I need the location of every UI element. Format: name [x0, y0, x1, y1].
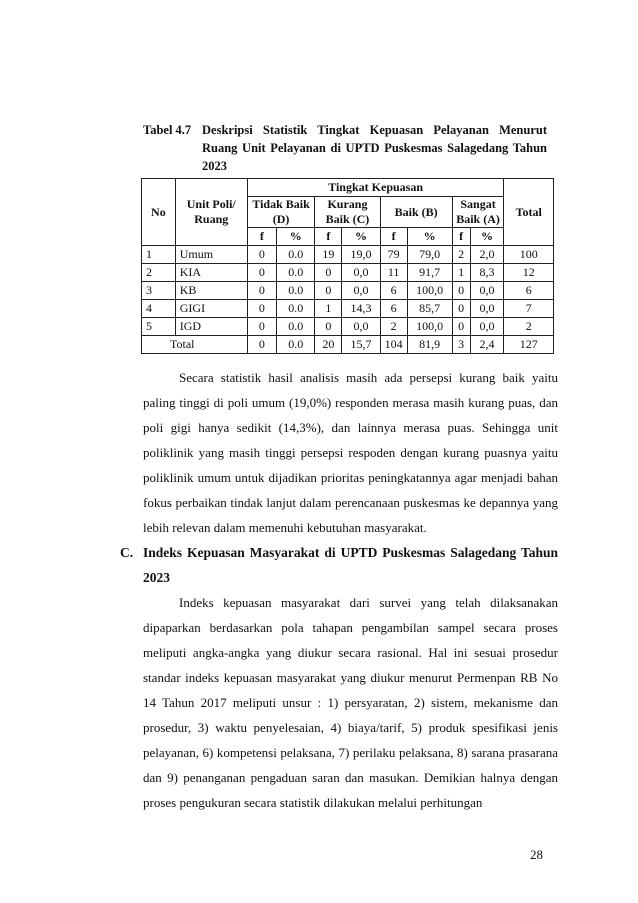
body-paragraph-2 [143, 590, 558, 815]
cell-no: 1 [142, 246, 176, 264]
cell-total: 6 [504, 282, 554, 300]
table-row [142, 246, 554, 264]
cell-a-pct: 2,0 [470, 246, 504, 264]
cell-b-pct: 91,7 [407, 264, 452, 282]
cell-no: 5 [142, 318, 176, 336]
cell-b-f: 104 [380, 336, 407, 354]
header-tingkat-kepuasan: Tingkat Kepuasan [247, 179, 504, 197]
cell-a-pct: 0,0 [470, 282, 504, 300]
cell-a-f: 0 [452, 318, 470, 336]
cell-d-pct: 0.0 [277, 300, 315, 318]
cell-c-f: 0 [315, 282, 342, 300]
section-title: Indeks Kepuasan Masyarakat di UPTD Puskesmas Salagedang Tahun 2023 [143, 545, 558, 585]
cell-total: 7 [504, 300, 554, 318]
table-row [142, 264, 554, 282]
cell-d-f: 0 [247, 318, 276, 336]
satisfaction-table [141, 178, 554, 354]
header-pct: % [470, 228, 504, 246]
section-number: C. [120, 545, 134, 560]
cell-total: 12 [504, 264, 554, 282]
cell-c-f: 19 [315, 246, 342, 264]
table-row [142, 318, 554, 336]
cell-c-pct: 15,7 [342, 336, 380, 354]
header-f: f [247, 228, 276, 246]
cell-a-pct: 2,4 [470, 336, 504, 354]
cell-total-label: Total [142, 336, 248, 354]
cell-no: 2 [142, 264, 176, 282]
cell-a-pct: 8,3 [470, 264, 504, 282]
cell-b-pct: 79,0 [407, 246, 452, 264]
table-total-row [142, 336, 554, 354]
cell-unit: KB [175, 282, 247, 300]
cell-unit: IGD [175, 318, 247, 336]
cell-a-f: 1 [452, 264, 470, 282]
cell-b-pct: 81,9 [407, 336, 452, 354]
cell-a-f: 0 [452, 282, 470, 300]
cell-d-f: 0 [247, 264, 276, 282]
header-f: f [315, 228, 342, 246]
header-sangat-baik: Sangat Baik (A) [452, 197, 504, 228]
table-caption-text: Deskripsi Statistik Tingkat Kepuasan Pelayanan Menurut Ruang Unit Pelayanan di UPTD Puskesmas Salagedang Tahun 2023 [202, 123, 547, 173]
cell-a-f: 3 [452, 336, 470, 354]
cell-no: 4 [142, 300, 176, 318]
cell-d-pct: 0.0 [277, 318, 315, 336]
header-unit: Unit Poli/ Ruang [175, 179, 247, 246]
table-caption-label: Tabel 4.7 [143, 123, 192, 137]
paragraph-text: Secara statistik hasil analisis masih ada persepsi kurang baik yaitu paling tinggi di poli umum (19,0%) responden merasa masih kurang puas, dan poli gigi hanya sedikit (14,3%), dan lainnya merasa puas. Sehingga unit poliklinik yang masih tinggi persepsi respoden dengan kurang puasnya yaitu poliklinik umum untuk dijadikan prioritas peningkatannya agar menjadi bahan fokus perbaikan tindak lanjut dalam perencanaan puskesmas ke depannya yang lebih relevan dalam memenuhi kebutuhan masyarakat. [143, 370, 558, 535]
table-row [142, 282, 554, 300]
header-f: f [452, 228, 470, 246]
table-caption [143, 121, 547, 175]
section-heading [120, 540, 558, 590]
cell-c-f: 0 [315, 264, 342, 282]
header-no: No [142, 179, 176, 246]
paragraph-text: Indeks kepuasan masyarakat dari survei yang telah dilaksanakan dipaparkan berdasarkan pola tahapan pengambilan sampel secara proses meliputi angka-angka yang diukur secara rasional. Hal ini sesuai prosedur standar indeks kepuasan masyarakat yang diukur menurut Permenpan RB No 14 Tahun 2017 meliputi unsur : 1) persyaratan, 2) sistem, mekanisme dan prosedur, 3) waktu penyelesaian, 4) biaya/tarif, 5) produk spesifikasi jenis pelayanan, 6) kompetensi pelaksana, 7) perilaku pelaksana, 8) sarana prasarana dan 9) penanganan pengaduan saran dan masukan. Demikian halnya dengan proses pengukuran secara statistik dilakukan melalui perhitungan [143, 595, 558, 810]
header-tidak-baik: Tidak Baik (D) [247, 197, 315, 228]
header-kurang-baik: Kurang Baik (C) [315, 197, 380, 228]
cell-total: 127 [504, 336, 554, 354]
cell-unit: Umum [175, 246, 247, 264]
cell-b-f: 6 [380, 282, 407, 300]
cell-c-f: 20 [315, 336, 342, 354]
header-pct: % [407, 228, 452, 246]
cell-d-f: 0 [247, 246, 276, 264]
cell-b-f: 2 [380, 318, 407, 336]
cell-a-pct: 0,0 [470, 318, 504, 336]
cell-b-pct: 100,0 [407, 282, 452, 300]
cell-b-f: 11 [380, 264, 407, 282]
cell-unit: KIA [175, 264, 247, 282]
cell-d-pct: 0.0 [277, 336, 315, 354]
cell-d-pct: 0.0 [277, 282, 315, 300]
cell-c-f: 1 [315, 300, 342, 318]
cell-b-pct: 85,7 [407, 300, 452, 318]
cell-d-pct: 0.0 [277, 246, 315, 264]
cell-c-f: 0 [315, 318, 342, 336]
cell-b-pct: 100,0 [407, 318, 452, 336]
cell-a-f: 0 [452, 300, 470, 318]
cell-total: 100 [504, 246, 554, 264]
cell-c-pct: 19,0 [342, 246, 380, 264]
header-pct: % [342, 228, 380, 246]
cell-a-pct: 0,0 [470, 300, 504, 318]
cell-total: 2 [504, 318, 554, 336]
cell-d-f: 0 [247, 336, 276, 354]
header-f: f [380, 228, 407, 246]
cell-a-f: 2 [452, 246, 470, 264]
cell-c-pct: 0,0 [342, 282, 380, 300]
page-number: 28 [530, 847, 543, 862]
cell-d-pct: 0.0 [277, 264, 315, 282]
cell-d-f: 0 [247, 300, 276, 318]
cell-no: 3 [142, 282, 176, 300]
header-pct: % [277, 228, 315, 246]
cell-c-pct: 14,3 [342, 300, 380, 318]
header-baik: Baik (B) [380, 197, 452, 228]
cell-unit: GIGI [175, 300, 247, 318]
cell-c-pct: 0,0 [342, 264, 380, 282]
cell-c-pct: 0,0 [342, 318, 380, 336]
cell-b-f: 79 [380, 246, 407, 264]
table-row [142, 300, 554, 318]
cell-b-f: 6 [380, 300, 407, 318]
header-total: Total [504, 179, 554, 246]
cell-d-f: 0 [247, 282, 276, 300]
body-paragraph-1 [143, 365, 558, 540]
